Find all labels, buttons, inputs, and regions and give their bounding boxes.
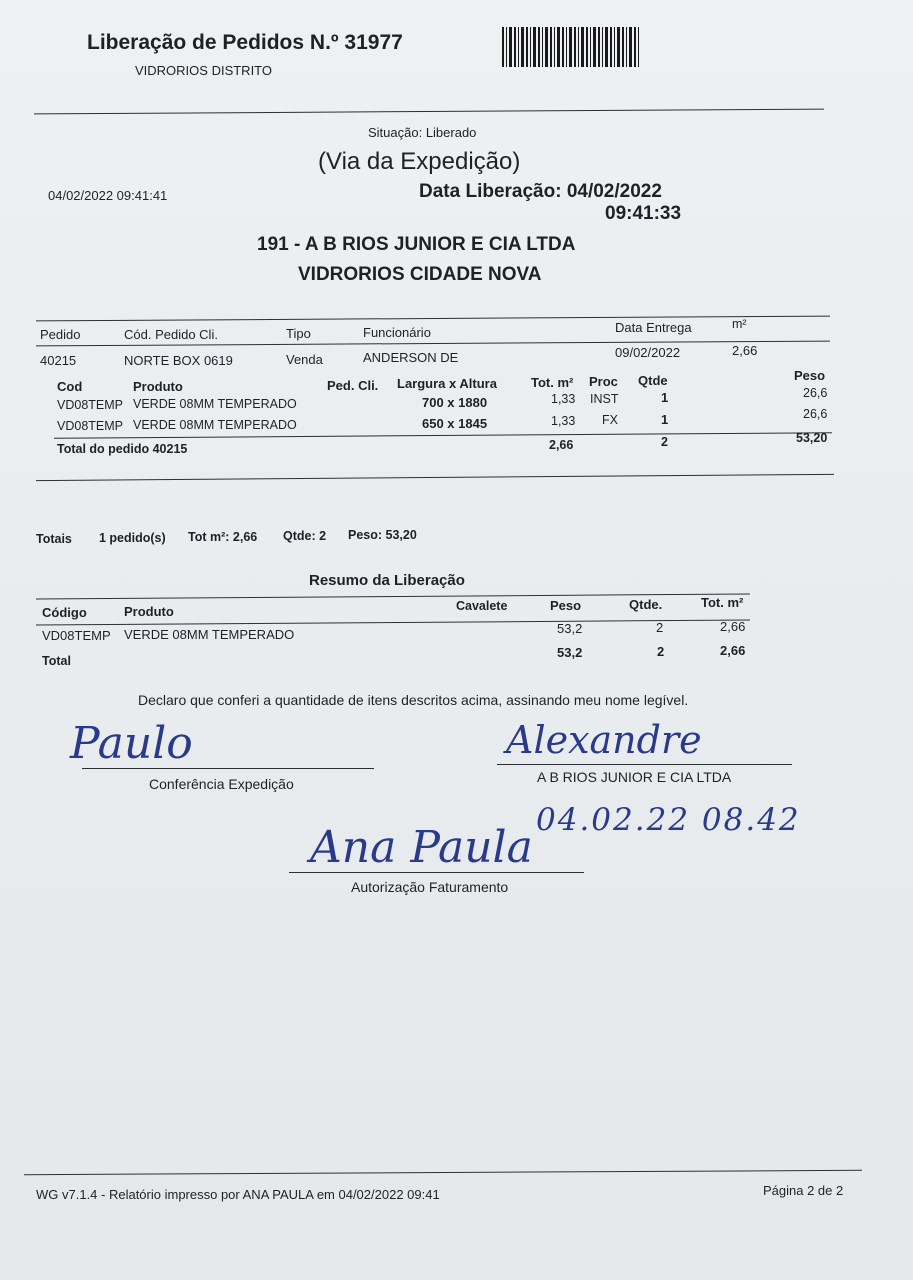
order-total-m2: 2,66 (549, 438, 574, 452)
copy-label: (Via da Expedição) (318, 148, 521, 175)
summary-peso: 53,2 (557, 621, 583, 636)
divider (34, 109, 824, 115)
item-cod: VD08TEMP (57, 419, 123, 433)
declaration-text: Declaro que conferi a quantidade de itens descritos acima, assinando meu nome legível. (138, 692, 689, 708)
col-header-tipo: Tipo (286, 326, 311, 341)
order-total-label: Total do pedido 40215 (57, 442, 188, 456)
client-signature: Alexandre (506, 718, 702, 762)
item-dims: 700 x 1880 (422, 395, 488, 410)
item-dims: 650 x 1845 (422, 416, 488, 431)
summary-qtde: 2 (656, 620, 664, 635)
col-header-pedido: Pedido (40, 327, 81, 342)
totals-label: Totais (36, 532, 72, 546)
conferencia-label: Conferência Expedição (149, 776, 294, 792)
client-name: 191 - A B RIOS JUNIOR E CIA LTDA (257, 234, 576, 255)
item-header-ped-cli: Ped. Cli. (327, 378, 379, 393)
summary-codigo: VD08TEMP (42, 628, 111, 643)
totals-m2: Tot m²: 2,66 (188, 530, 258, 544)
footer-text: WG v7.1.4 - Relatório impresso por ANA PAULA em 04/02/2022 09:41 (36, 1187, 440, 1202)
summary-header-peso: Peso (550, 598, 582, 613)
summary-header-produto: Produto (124, 604, 174, 619)
signature-line (82, 768, 374, 769)
item-header-qtde: Qtde (638, 373, 668, 388)
client-signature-label: A B RIOS JUNIOR E CIA LTDA (537, 769, 732, 785)
release-time: 09:41:33 (605, 203, 682, 224)
item-peso: 26,6 (803, 386, 828, 400)
employee: ANDERSON DE (363, 350, 459, 365)
item-header-tot-m2: Tot. m² (531, 375, 574, 390)
item-qtde: 1 (661, 390, 669, 405)
status-text: Situação: Liberado (368, 125, 477, 140)
autorizacao-signature: Ana Paula (310, 822, 533, 873)
signature-line (289, 872, 584, 873)
item-qtde: 1 (661, 412, 669, 427)
handwritten-date: 04.02.22 08.42 (536, 802, 801, 838)
summary-total-qtde: 2 (657, 644, 665, 659)
item-produto: VERDE 08MM TEMPERADO (133, 418, 297, 432)
summary-total-peso: 53,2 (557, 645, 583, 660)
item-header-proc: Proc (589, 374, 618, 389)
company-name: VIDRORIOS DISTRITO (135, 63, 272, 78)
summary-header-qtde: Qtde. (629, 597, 663, 612)
col-header-m2: m² (732, 317, 747, 331)
order-total-peso: 53,20 (796, 431, 828, 445)
item-produto: VERDE 08MM TEMPERADO (133, 397, 297, 411)
order-m2: 2,66 (732, 343, 758, 358)
summary-header-codigo: Código (42, 605, 87, 620)
client-store: VIDRORIOS CIDADE NOVA (298, 264, 542, 285)
divider (36, 316, 830, 322)
autorizacao-label: Autorização Faturamento (351, 879, 509, 895)
item-tot-m2: 1,33 (551, 414, 576, 428)
item-proc: INST (590, 392, 619, 406)
item-header-produto: Produto (133, 379, 183, 394)
summary-title: Resumo da Liberação (309, 572, 465, 589)
order-number: 40215 (40, 353, 77, 368)
barcode (502, 27, 639, 67)
totals-peso: Peso: 53,20 (348, 528, 417, 542)
order-total-qtde: 2 (661, 435, 668, 449)
conferencia-signature: Paulo (70, 718, 193, 769)
item-proc: FX (602, 413, 618, 427)
printed-timestamp: 04/02/2022 09:41:41 (48, 188, 168, 203)
divider (36, 620, 750, 626)
col-header-cod-cli: Cód. Pedido Cli. (124, 327, 218, 342)
page-number: Página 2 de 2 (763, 1183, 844, 1198)
totals-pedidos: 1 pedido(s) (99, 531, 166, 545)
item-cod: VD08TEMP (57, 398, 123, 412)
item-header-cod: Cod (57, 379, 83, 394)
release-date: Data Liberação: 04/02/2022 (419, 181, 662, 202)
col-header-data-entrega: Data Entrega (615, 320, 692, 335)
summary-tot-m2: 2,66 (720, 619, 746, 634)
summary-produto: VERDE 08MM TEMPERADO (124, 627, 295, 642)
signature-line (497, 764, 792, 765)
item-header-peso: Peso (794, 368, 826, 383)
divider (36, 474, 834, 481)
item-peso: 26,6 (803, 407, 828, 421)
summary-header-tot-m2: Tot. m² (701, 595, 744, 610)
client-order-code: NORTE BOX 0619 (124, 353, 233, 368)
col-header-funcionario: Funcionário (363, 325, 431, 340)
summary-total-label: Total (42, 654, 71, 668)
summary-header-cavalete: Cavalete (456, 599, 508, 613)
item-header-dims: Largura x Altura (397, 376, 497, 391)
document-title: Liberação de Pedidos N.º 31977 (87, 31, 403, 54)
order-type: Venda (286, 352, 323, 367)
divider (54, 432, 832, 438)
item-tot-m2: 1,33 (551, 392, 576, 406)
delivery-date: 09/02/2022 (615, 345, 681, 360)
totals-qtde: Qtde: 2 (283, 529, 327, 543)
summary-total-tot-m2: 2,66 (720, 643, 746, 658)
footer-divider (24, 1170, 862, 1175)
